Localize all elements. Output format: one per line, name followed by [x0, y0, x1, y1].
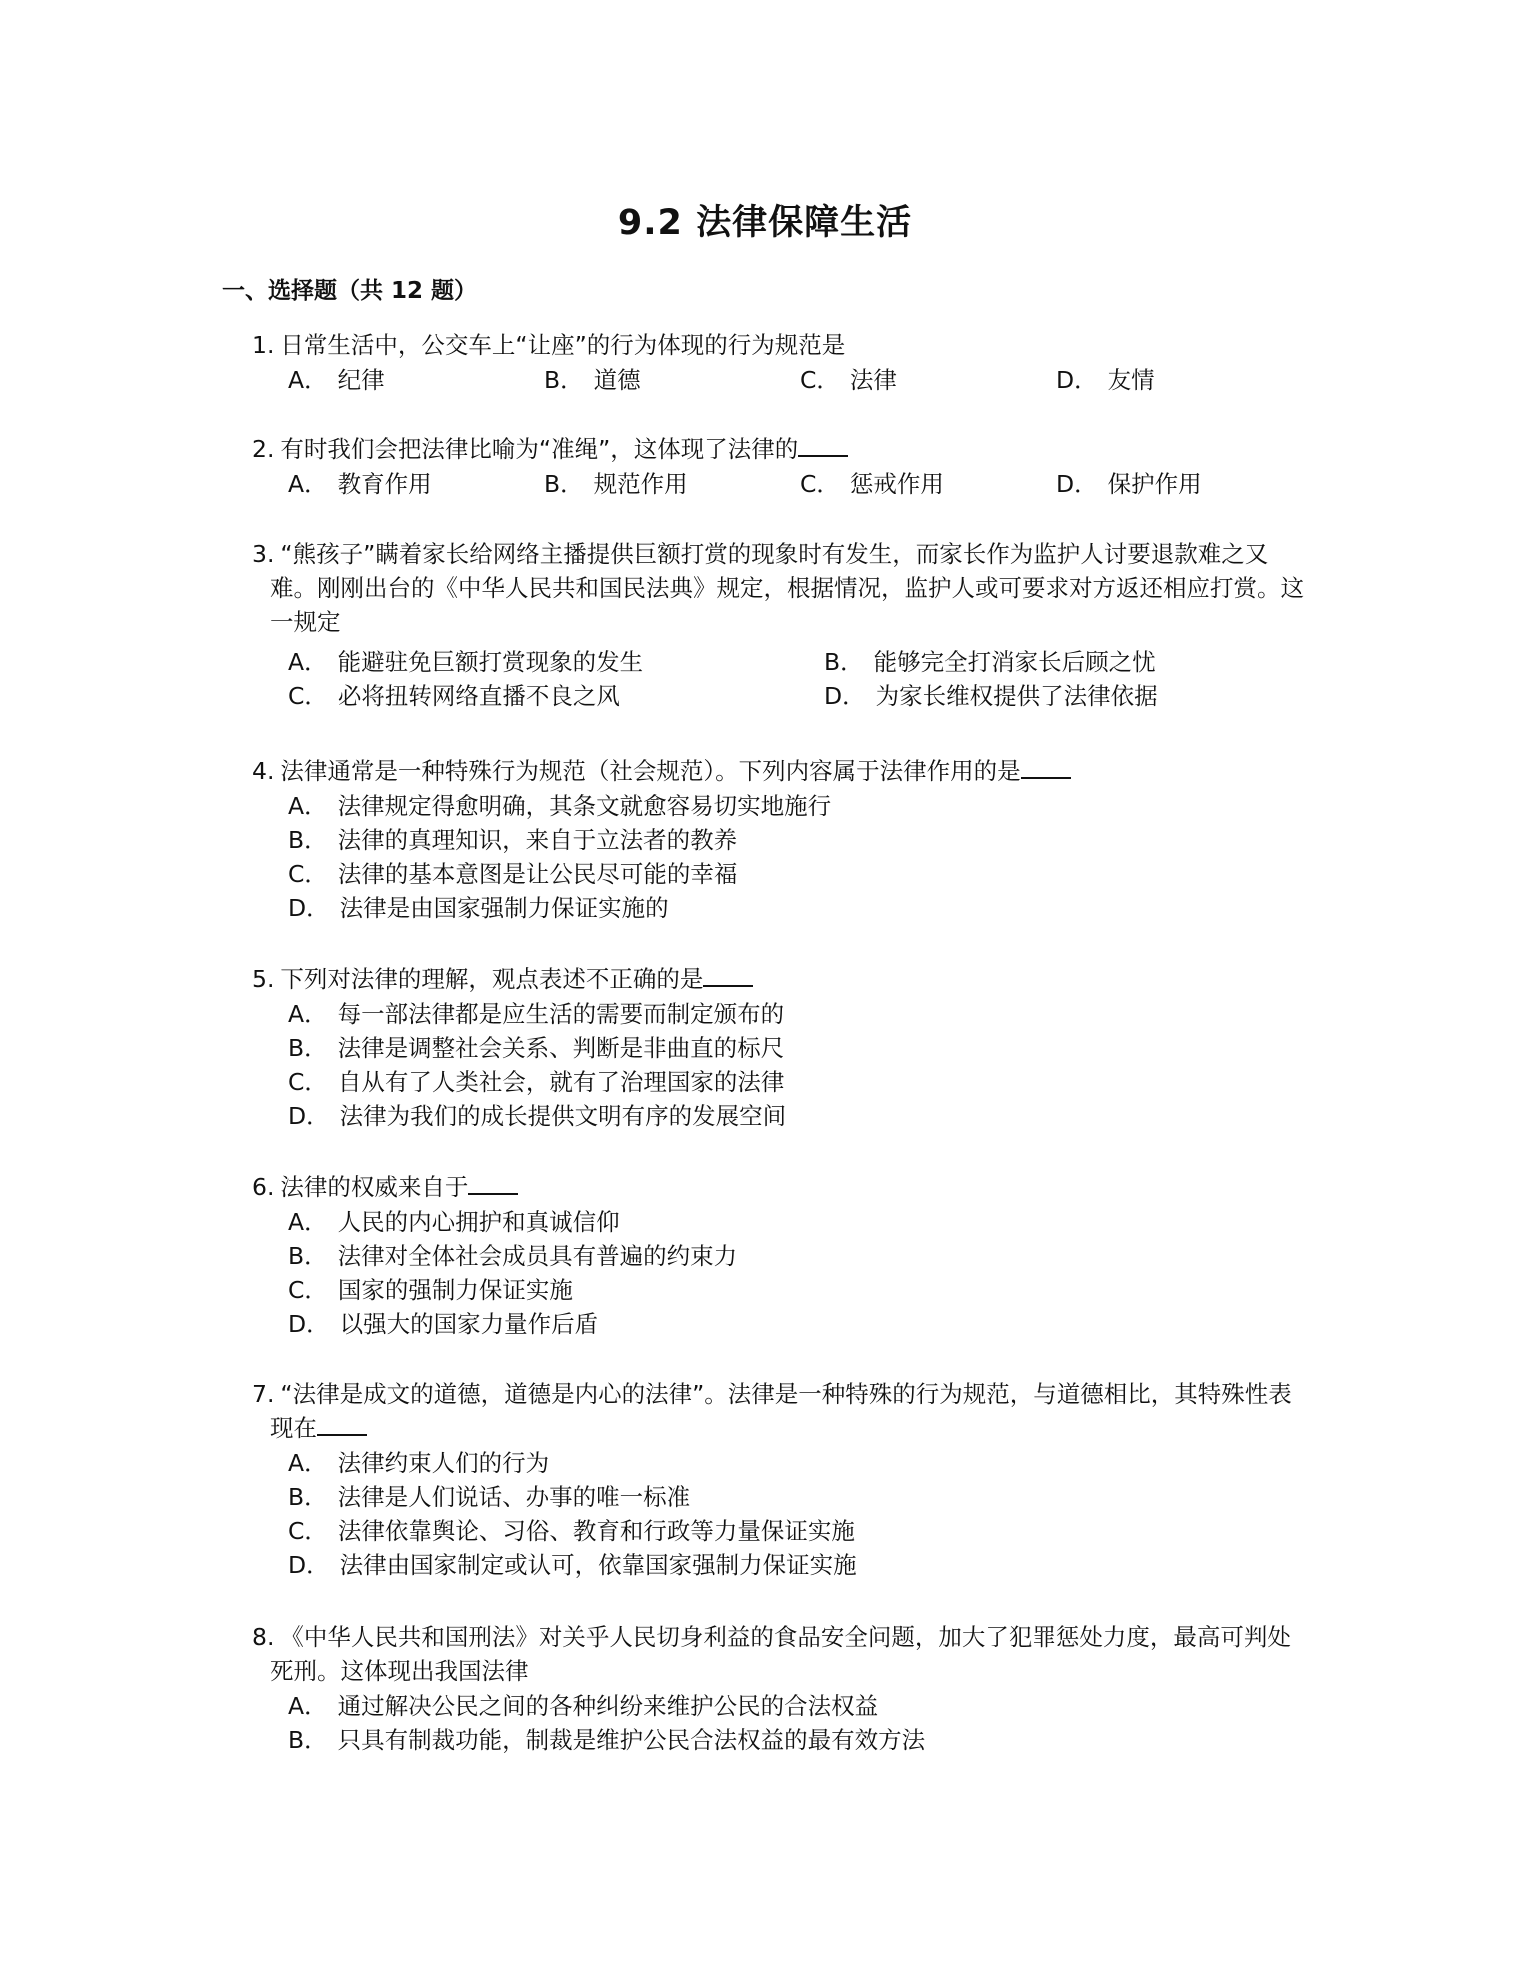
option-d[interactable]: D． 法律为我们的成长提供文明有序的发展空间 — [288, 1102, 787, 1130]
question-number: 2. — [252, 435, 275, 463]
question-text: “法律是成文的道德，道德是内心的法律”。法律是一种特殊的行为规范，与道德相比，其特殊性表现在 — [270, 1380, 1292, 1442]
question-text: 《中华人民共和国刑法》对关乎人民切身利益的食品安全问题，加大了犯罪惩处力度，最高可判处死刑。这体现出我国法律 — [270, 1623, 1291, 1685]
option-a[interactable]: A． 纪律 — [288, 366, 385, 394]
question-8 — [252, 1620, 1312, 1757]
options-row — [252, 467, 1312, 501]
option-d[interactable]: D． 以强大的国家力量作后盾 — [288, 1310, 599, 1338]
option-c[interactable]: C． 惩戒作用 — [800, 470, 944, 498]
option-a[interactable]: A． 教育作用 — [288, 470, 432, 498]
section-heading: 一、选择题（共 12 题） — [222, 278, 478, 304]
options-list — [252, 1205, 1312, 1341]
question-7 — [252, 1377, 1312, 1582]
question-4 — [252, 754, 1312, 925]
answer-blank — [798, 435, 848, 457]
page-title: 9.2 法律保障生活 — [617, 203, 913, 243]
question-1 — [252, 328, 1312, 397]
option-c[interactable]: C． 法律 — [800, 366, 897, 394]
question-text: 日常生活中，公交车上“让座”的行为体现的行为规范是 — [280, 331, 846, 359]
option-b[interactable]: B． 规范作用 — [544, 470, 688, 498]
question-2 — [252, 432, 1312, 501]
question-3 — [252, 537, 1312, 713]
option-c[interactable]: C． 国家的强制力保证实施 — [288, 1276, 573, 1304]
question-number: 1. — [252, 331, 275, 359]
option-d[interactable]: D． 法律是由国家强制力保证实施的 — [288, 894, 669, 922]
answer-blank — [703, 965, 753, 987]
question-number: 4. — [252, 757, 275, 785]
question-number: 3. — [252, 540, 275, 568]
answer-blank — [468, 1173, 518, 1195]
question-stem — [252, 962, 1312, 996]
option-a[interactable]: A． 法律约束人们的行为 — [288, 1449, 550, 1477]
question-number: 7. — [252, 1380, 275, 1408]
option-d[interactable]: D． 为家长维权提供了法律依据 — [824, 682, 1158, 710]
question-text: 有时我们会把法律比喻为“准绳”，这体现了法律的 — [280, 435, 799, 463]
question-number: 6. — [252, 1173, 275, 1201]
question-text: 法律通常是一种特殊行为规范（社会规范）。下列内容属于法律作用的是 — [280, 757, 1021, 785]
question-5 — [252, 962, 1312, 1133]
question-number: 8. — [252, 1623, 275, 1651]
question-stem — [252, 1170, 1312, 1204]
answer-blank — [1021, 757, 1071, 779]
option-a[interactable]: A． 能避驻免巨额打赏现象的发生 — [288, 648, 644, 676]
question-stem — [252, 537, 1312, 639]
option-b[interactable]: B． 道德 — [544, 366, 641, 394]
question-text: 下列对法律的理解，观点表述不正确的是 — [280, 965, 704, 993]
option-c[interactable]: C． 法律的基本意图是让公民尽可能的幸福 — [288, 860, 738, 888]
question-stem — [252, 754, 1312, 788]
options-row — [252, 363, 1312, 397]
options-grid — [252, 645, 1312, 713]
question-number: 5. — [252, 965, 275, 993]
options-list — [252, 1446, 1312, 1582]
option-a[interactable]: A． 法律规定得愈明确，其条文就愈容易切实地施行 — [288, 792, 832, 820]
option-b[interactable]: B． 能够完全打消家长后顾之忧 — [824, 648, 1156, 676]
question-6 — [252, 1170, 1312, 1341]
option-c[interactable]: C． 自从有了人类社会，就有了治理国家的法律 — [288, 1068, 785, 1096]
question-stem — [252, 1377, 1312, 1445]
options-list — [252, 1689, 1312, 1757]
question-stem — [252, 328, 1312, 362]
question-text: “熊孩子”瞒着家长给网络主播提供巨额打赏的现象时有发生，而家长作为监护人讨要退款难之又难。刚刚出台的《中华人民共和国民法典》规定，根据情况，监护人或可要求对方返还相应打赏。这一规定 — [270, 540, 1304, 636]
option-d[interactable]: D． 保护作用 — [1056, 470, 1202, 498]
option-d[interactable]: D． 友情 — [1056, 366, 1155, 394]
question-stem — [252, 432, 1312, 466]
options-list — [252, 997, 1312, 1133]
answer-blank — [317, 1414, 367, 1436]
option-b[interactable]: B． 法律是调整社会关系、判断是非曲直的标尺 — [288, 1034, 785, 1062]
option-a[interactable]: A． 人民的内心拥护和真诚信仰 — [288, 1208, 620, 1236]
options-list — [252, 789, 1312, 925]
option-d[interactable]: D． 法律由国家制定或认可，依靠国家强制力保证实施 — [288, 1551, 857, 1579]
option-b[interactable]: B． 法律是人们说话、办事的唯一标准 — [288, 1483, 691, 1511]
option-b[interactable]: B． 只具有制裁功能，制裁是维护公民合法权益的最有效方法 — [288, 1726, 926, 1754]
option-c[interactable]: C． 必将扭转网络直播不良之风 — [288, 682, 620, 710]
option-c[interactable]: C． 法律依靠舆论、习俗、教育和行政等力量保证实施 — [288, 1517, 855, 1545]
option-b[interactable]: B． 法律对全体社会成员具有普遍的约束力 — [288, 1242, 738, 1270]
option-b[interactable]: B． 法律的真理知识，来自于立法者的教养 — [288, 826, 738, 854]
question-stem — [252, 1620, 1312, 1688]
option-a[interactable]: A． 通过解决公民之间的各种纠纷来维护公民的合法权益 — [288, 1692, 879, 1720]
option-a[interactable]: A． 每一部法律都是应生活的需要而制定颁布的 — [288, 1000, 785, 1028]
question-text: 法律的权威来自于 — [280, 1173, 469, 1201]
